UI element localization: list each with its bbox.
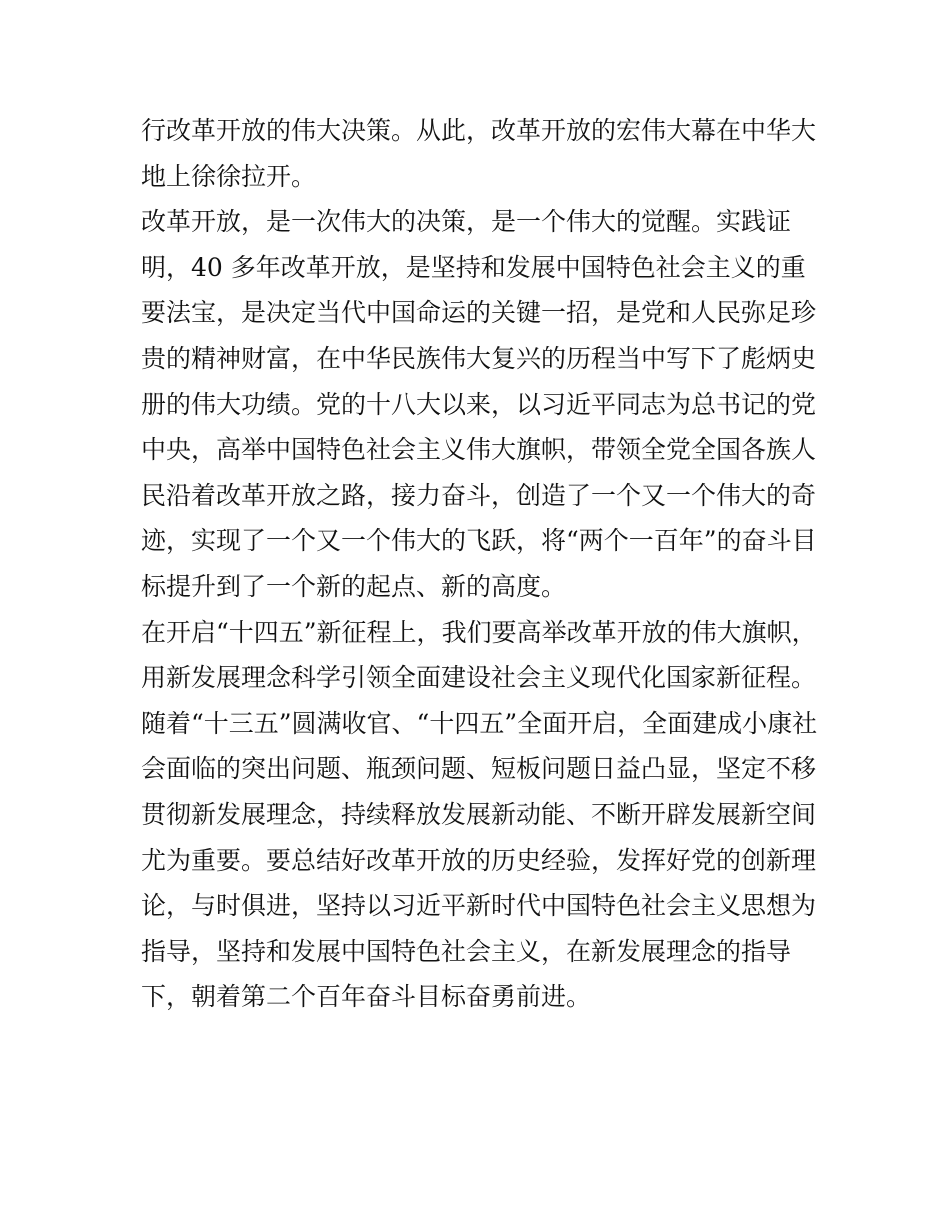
paragraph-3-line-8: 指导，坚持和发展中国特色社会主义，在新发展理念的指导: [141, 936, 792, 966]
paragraph-2-line-7: 民沿着改革开放之路，接力奋斗，创造了一个又一个伟大的奇: [141, 480, 817, 510]
document-body: [141, 108, 816, 1020]
paragraph-1-line-1: 行改革开放的伟大决策。从此，改革开放的宏伟大幕在中华大: [141, 116, 817, 145]
paragraph-2-line-9: 标提升到了一个新的起点、新的高度。: [141, 571, 567, 601]
paragraph-1-line-2: 地上徐徐拉开。: [141, 161, 317, 191]
paragraph-3-line-5: 贯彻新发展理念，持续释放发展新动能、不断开辟发展新空间: [141, 799, 817, 829]
paragraph-3-line-6: 尤为重要。要总结好改革开放的历史经验，发挥好党的创新理: [141, 845, 817, 875]
paragraph-2-line-2: 明，40 多年改革开放，是坚持和发展中国特色社会主义的重: [141, 252, 806, 282]
paragraph-2-line-4: 贵的精神财富，在中华民族伟大复兴的历程当中写下了彪炳史: [141, 343, 817, 373]
paragraph-3-line-4: 会面临的突出问题、瓶颈问题、短板问题日益凸显，坚定不移: [141, 754, 817, 784]
paragraph-2-line-1: 改革开放，是一次伟大的决策，是一个伟大的觉醒。实践证: [141, 207, 792, 237]
paragraph-2-line-8: 迹，实现了一个又一个伟大的飞跃，将“两个一百年”的奋斗目: [141, 526, 817, 556]
paragraph-2-line-5: 册的伟大功绩。党的十八大以来，以习近平同志为总书记的党: [141, 389, 817, 419]
paragraph-3-line-9: 下，朝着第二个百年奋斗目标奋勇前进。: [141, 982, 592, 1012]
paragraph-3-line-3: 随着“十三五”圆满收官、“十四五”全面开启，全面建成小康社: [141, 708, 818, 738]
paragraph-3-line-1: 在开启“十四五”新征程上，我们要高举改革开放的伟大旗帜，: [141, 617, 817, 647]
paragraph-3-line-2: 用新发展理念科学引领全面建设社会主义现代化国家新征程。: [141, 663, 817, 693]
paragraph-2-line-3: 要法宝，是决定当代中国命运的关键一招，是党和人民弥足珍: [141, 298, 817, 328]
paragraph-2-line-6: 中央，高举中国特色社会主义伟大旗帜，带领全党全国各族人: [141, 435, 817, 465]
paragraph-3-line-7: 论，与时俱进，坚持以习近平新时代中国特色社会主义思想为: [141, 891, 817, 921]
